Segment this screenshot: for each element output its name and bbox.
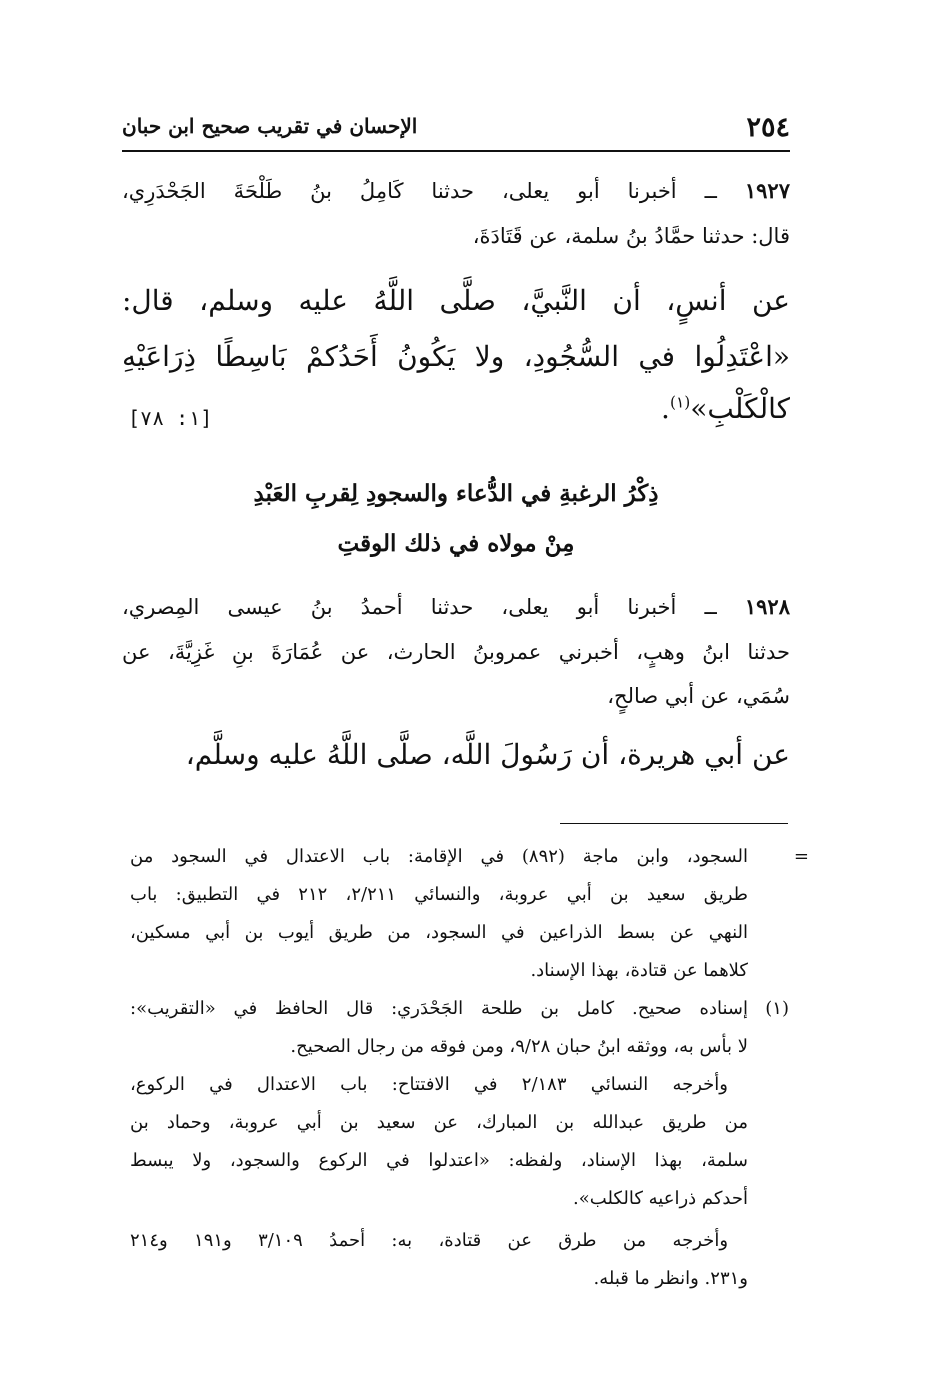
hadith-1927-matn-line-2: «اعْتَدِلُوا في السُّجُودِ، ولا يَكُونُ أَحَدُكمْ بَاسِطًا ذِرَاعَيْهِ [122, 340, 790, 373]
hadith-1927-isnad-line-1 [122, 178, 790, 203]
footnote-continuation-line: طريق سعيد بن أبي عروبة، والنسائي ٢/٢١١، ٢١٢ في التطبيق: باب [130, 884, 748, 905]
page-number: ٢٥٤ [746, 112, 790, 143]
footnote-separator [560, 823, 788, 824]
hadith-1928-isnad-line-1 [122, 594, 790, 619]
chapter-heading-line-1: ذِكْرُ الرغبةِ في الدُّعاء والسجودِ لِقربِ العَبْدِ [253, 480, 659, 507]
hadith-1928-isnad-line-3: سُمَي، عن أبي صالحٍ، [607, 684, 790, 708]
footnote-1-line: وأخرجه النسائي ٢/١٨٣ في الافتتاح: باب الاعتدال في الركوع، [130, 1074, 729, 1095]
footnote-reference[interactable]: (١) [669, 393, 691, 412]
matn-text: كالْكَلْبِ» [690, 392, 790, 425]
footnote-continuation-line: السجود، وابن ماجة (٨٩٢) في الإقامة: باب الاعتدال في السجود من [130, 846, 748, 867]
chapter-heading-line-2: مِنْ مولاه في ذلك الوقتِ [337, 530, 575, 557]
hadith-1927-matn-line-3 [122, 392, 790, 425]
footnote-1-line: إسناده صحيح. كامل بن طلحة الجَحْدَري: قال الحافظ في «التقريب»: [130, 998, 748, 1019]
footnote-1-line: وأخرجه من طرق عن قتادة، به: أحمدُ ٣/١٠٩ و١٩١ و٢١٤ [130, 1230, 729, 1251]
footnote-continuation-line: النهي عن بسط الذراعين في السجود، من طريق أيوب بن أبي مسكين، [130, 922, 748, 943]
continuation-marker: = [793, 846, 809, 867]
running-title: الإحسان في تقريب صحيح ابن حبان [122, 114, 418, 138]
hadith-1927-matn-line-1: عن أنسٍ، أن النَّبيَّ، صلَّى اللَّهُ عليه وسلم، قال: [122, 284, 790, 317]
hadith-1928-matn-line-1: عن أبي هريرة، أن رَسُولَ اللَّه، صلَّى اللَّهُ عليه وسلَّم، [185, 738, 790, 771]
hadith-number: ١٩٢٧ [744, 178, 790, 203]
footnote-continuation-line: كلاهما عن قتادة، بهذا الإسناد. [530, 960, 748, 981]
hadith-1927-isnad-line-2: قال: حدثنا حمَّادُ بنُ سلمة، عن قَتَادَةَ، [472, 224, 790, 248]
page-header [122, 110, 790, 150]
end-punct: . [661, 392, 670, 425]
hadith-1928-isnad-line-2: حدثنا ابنُ وهبٍ، أخبرني عمروبنُ الحارث، عن عُمَارَةَ بنِ غَزِيَّةَ، عن [122, 640, 790, 664]
header-rule [122, 150, 790, 152]
isnad-text: ــ أخبرنا أبو يعلى، حدثنا كَامِلُ بنُ طَلْحَةَ الجَحْدَرِي، [122, 179, 717, 203]
footnote-1-line: أحدكم ذراعيه كالكلب». [573, 1188, 748, 1209]
footnote-1-line: من طريق عبدالله بن المبارك، عن سعيد بن أبي عروبة، وحماد بن [130, 1112, 748, 1133]
footnote-1-line: لا بأس به، ووثقه ابنُ حبان ٩/٢٨، ومن فوقه من رجال الصحيح. [290, 1036, 748, 1057]
footnote-1-line: و٢٣١. وانظر ما قبله. [593, 1268, 748, 1289]
footnote-1-marker: (١) [765, 998, 789, 1019]
footnote-1-line: سلمة، بهذا الإسناد، ولفظه: «اعتدلوا في الركوع والسجود، ولا يبسط [130, 1150, 748, 1171]
source-reference: [١: ٧٨] [128, 406, 213, 430]
hadith-number: ١٩٢٨ [744, 594, 790, 619]
isnad-text: ــ أخبرنا أبو يعلى، حدثنا أحمدُ بنُ عيسى المِصري، [122, 595, 717, 619]
